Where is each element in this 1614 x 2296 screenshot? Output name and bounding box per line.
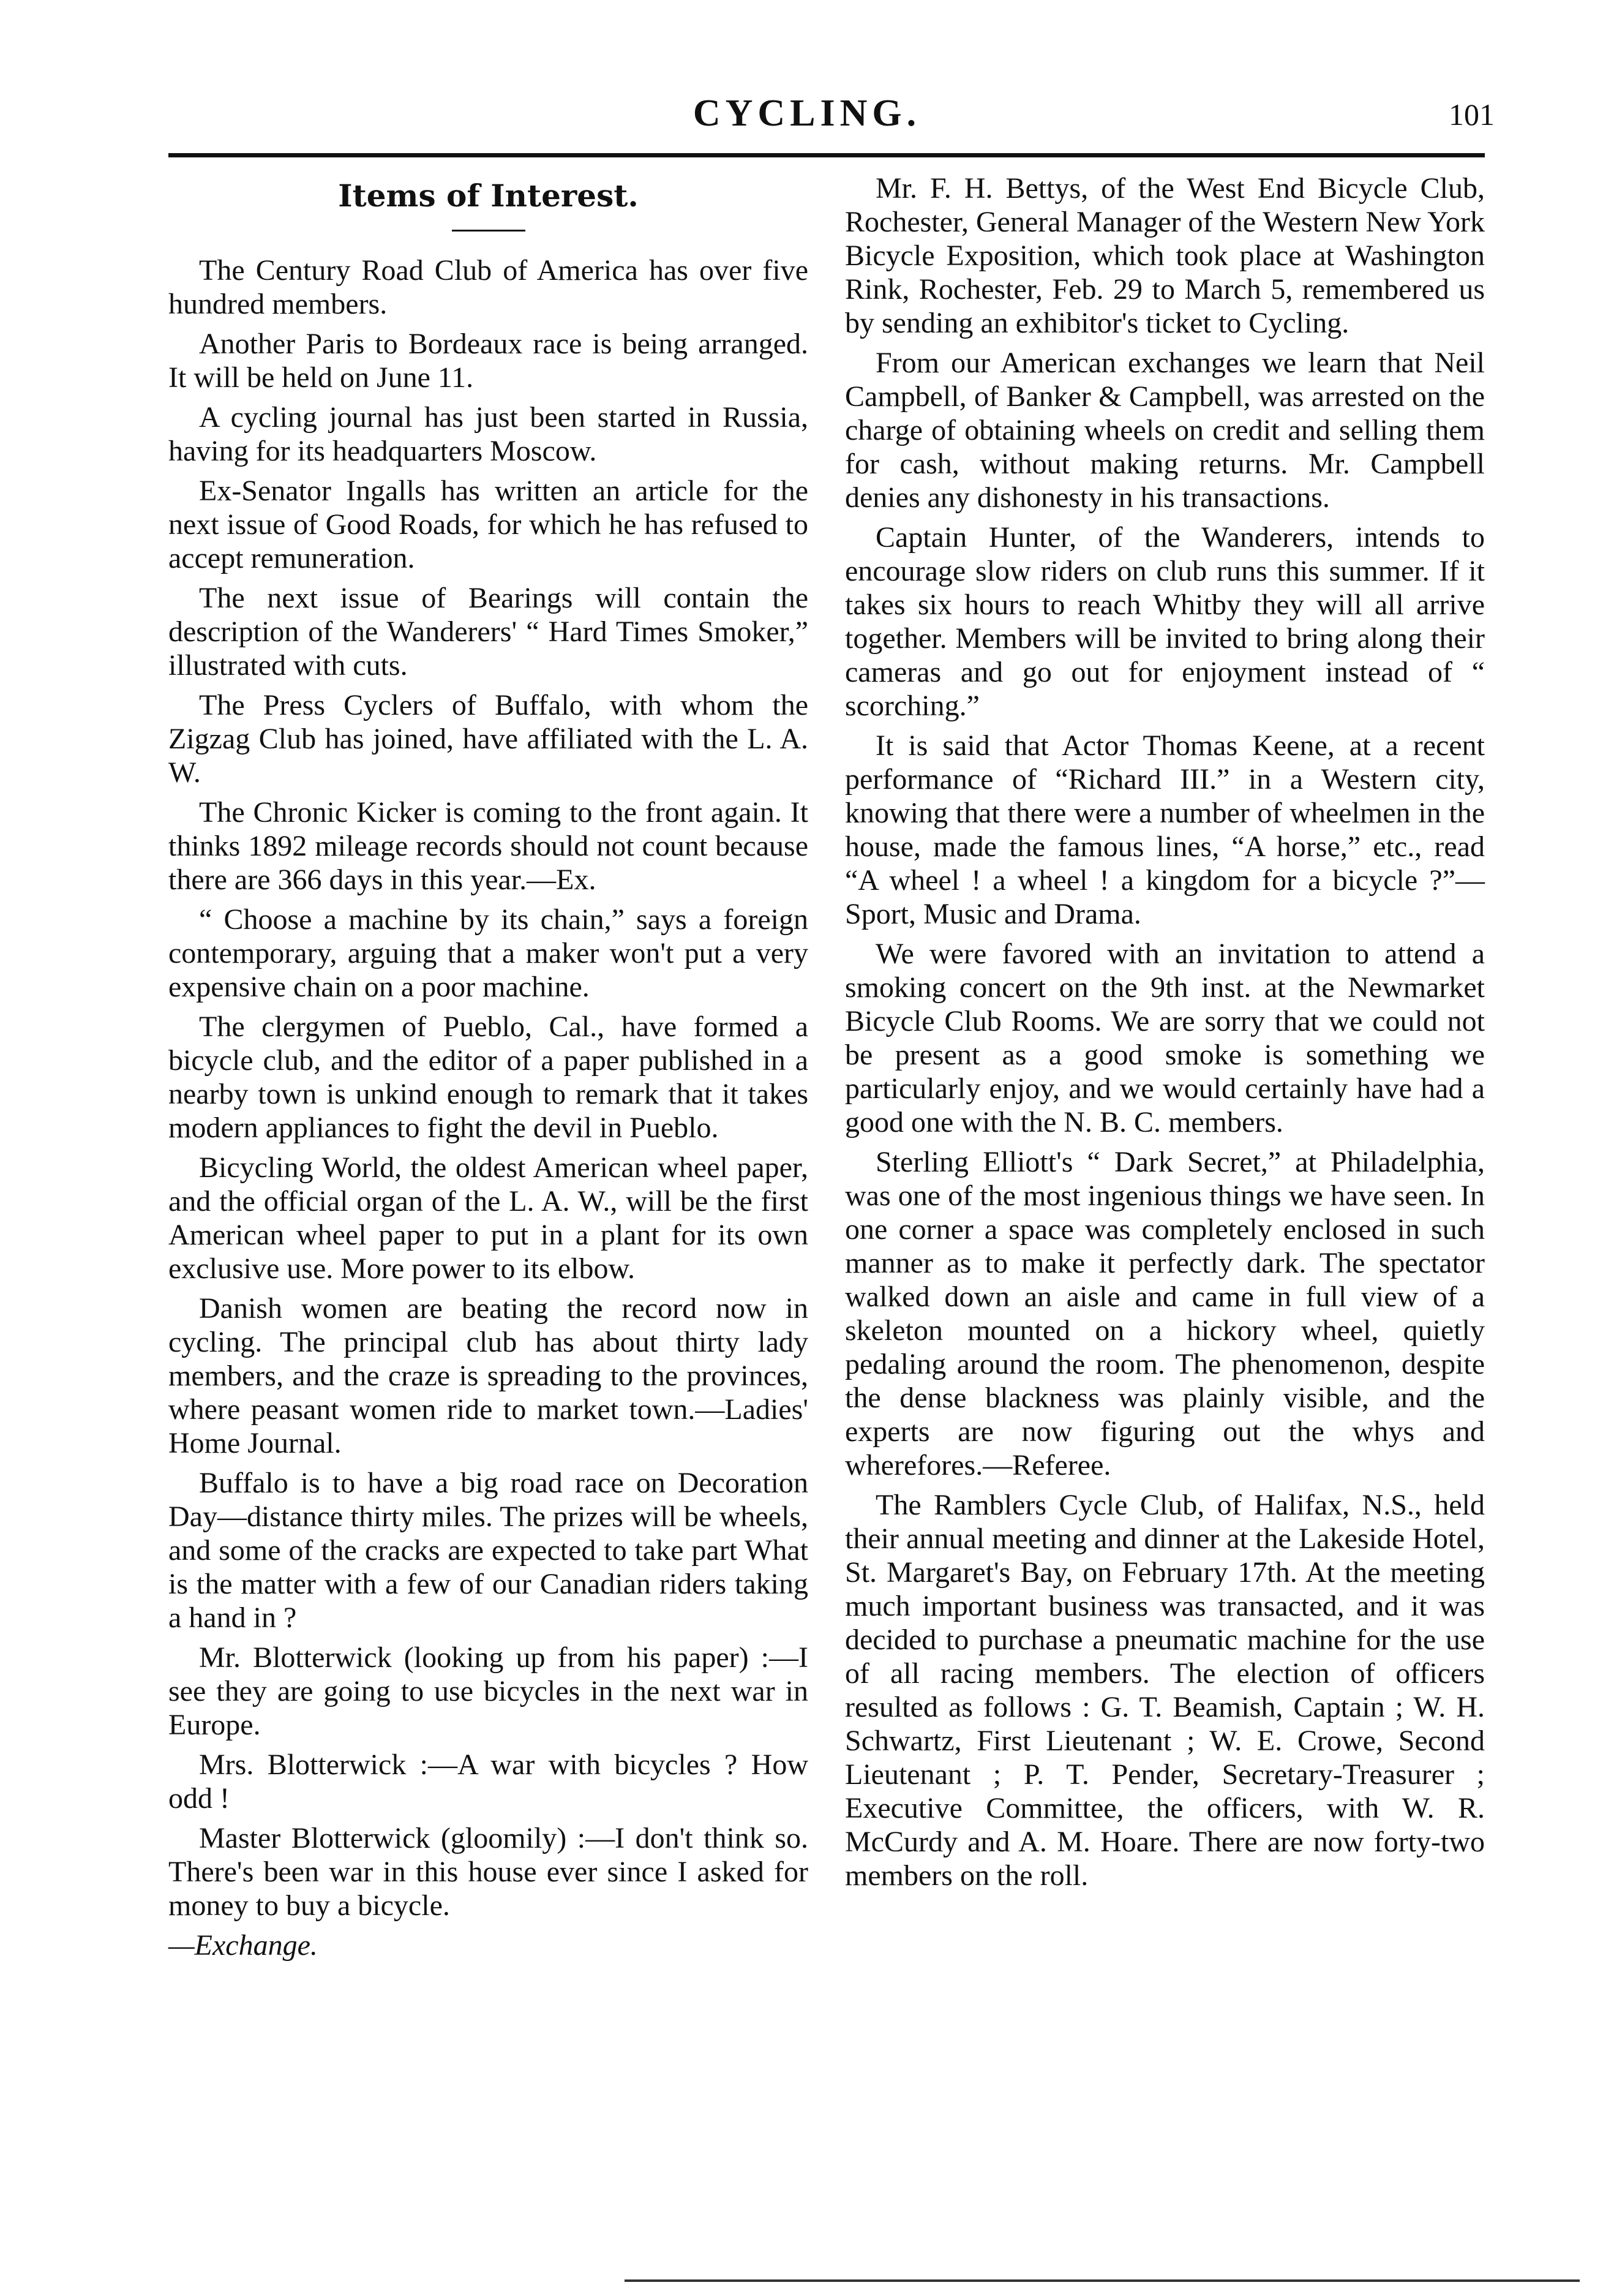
item-paragraph: Danish women are beating the record now in cycling. The principal club has about thirty lady members, and the craze is spreading to the provinces, where peasant women ride to market town.—Ladies' Home Journal. [168, 1292, 808, 1459]
item-paragraph: The clergymen of Pueblo, Cal., have formed a bicycle club, and the editor of a paper published in a nearby town is unkind enough to remark that it takes modern appliances to fight the devil in Pueblo. [168, 1011, 808, 1144]
item-paragraph: The Century Road Club of America has over five hundred members. [168, 254, 808, 320]
item-paragraph: The next issue of Bearings will contain the description of the Wanderers' “ Hard Times Smoker,” illustrated with cuts. [168, 582, 808, 682]
running-title: CYCLING. [693, 92, 921, 134]
item-paragraph: Sterling Elliott's “ Dark Secret,” at Philadelphia, was one of the most ingenious things we have seen. In one corner a space was completely enclosed in such manner as to make it perfectly dark. The spectator walked down an aisle and came in full view of a skeleton mounted on a hickory wheel, quietly pedaling around the room. The phenomenon, despite the dense blackness was plainly visible, and the experts are now figuring out the whys and wherefores.—Referee. [845, 1146, 1485, 1481]
item-paragraph: It is said that Actor Thomas Keene, at a recent performance of “Richard III.” in a Western city, knowing that there were a number of wheelmen in the house, made the famous lines, “A horse,” etc., read “A wheel ! a wheel ! a kingdom for a bicycle ?”—Sport, Music and Drama. [845, 729, 1485, 930]
left-column [168, 171, 808, 1968]
item-paragraph: Buffalo is to have a big road race on Decoration Day—distance thirty miles. The prizes will be wheels, and some of the cracks are expected to take part What is the matter with a few of our Canadian riders taking a hand in ? [168, 1467, 808, 1634]
page-number: 101 [1449, 97, 1495, 132]
item-paragraph: The Ramblers Cycle Club, of Halifax, N.S., held their annual meeting and dinner at the Lakeside Hotel, St. Margaret's Bay, on February 17th. At the meeting much important business was transacted, and it was decided to purchase a pneumatic machine for the use of all racing members. The election of officers resulted as follows : G. T. Beamish, Captain ; W. H. Schwartz, First Lieutenant ; W. E. Crowe, Second Lieutenant ; P. T. Pender, Secretary-Treasurer ; Executive Committee, the officers, with W. R. McCurdy and A. M. Hoare. There are now forty-two members on the roll. [845, 1489, 1485, 1892]
item-paragraph: “ Choose a machine by its chain,” says a foreign contemporary, arguing that a maker won't put a very expensive chain on a poor machine. [168, 903, 808, 1003]
item-paragraph: Ex-Senator Ingalls has written an article for the next issue of Good Roads, for which he has refused to accept remuneration. [168, 475, 808, 574]
item-paragraph: Mrs. Blotterwick :—A war with bicycles ? How odd ! [168, 1748, 808, 1815]
section-heading: Items of Interest. [338, 178, 639, 214]
item-paragraph: Master Blotterwick (gloomily) :—I don't think so. There's been war in this house ever since I asked for money to buy a bicycle. [168, 1822, 808, 1922]
item-paragraph: We were favored with an invitation to attend a smoking concert on the 9th inst. at the Newmarket Bicycle Club Rooms. We are sorry that we could not be present as a good smoke is something we particularly enjoy, and we would certainly have had a good one with the N. B. C. members. [845, 938, 1485, 1139]
footer-rule [625, 2279, 1580, 2282]
item-paragraph: From our American exchanges we learn that Neil Campbell, of Banker & Campbell, was arrested on the charge of obtaining wheels on credit and selling them for cash, without making returns. Mr. Campbell denies any dishonesty in his transactions. [845, 347, 1485, 514]
item-paragraph: Another Paris to Bordeaux race is being arranged. It will be held on June 11. [168, 328, 808, 394]
item-paragraph: A cycling journal has just been started in Russia, having for its headquarters Moscow. [168, 401, 808, 467]
header-rule [168, 153, 1485, 157]
item-paragraph: Mr. F. H. Bettys, of the West End Bicycle Club, Rochester, General Manager of the Western New York Bicycle Exposition, which took place at Washington Rink, Rochester, Feb. 29 to March 5, remembered us by sending an exhibitor's ticket to Cycling. [845, 172, 1485, 339]
right-column [845, 171, 1485, 1899]
item-paragraph: The Chronic Kicker is coming to the front again. It thinks 1892 mileage records should not count because there are 366 days in this year.—Ex. [168, 796, 808, 896]
item-paragraph: Captain Hunter, of the Wanderers, intends to encourage slow riders on club runs this summer. If it takes six hours to reach Whitby they will all arrive together. Members will be invited to bring along their cameras and go out for enjoyment instead of “ scorching.” [845, 521, 1485, 722]
item-paragraph: The Press Cyclers of Buffalo, with whom the Zigzag Club has joined, have affiliated with the L. A. W. [168, 689, 808, 789]
page-header [0, 92, 1614, 153]
heading-divider [452, 230, 525, 231]
source-credit: —Exchange. [168, 1929, 318, 1962]
item-paragraph: Mr. Blotterwick (looking up from his paper) :—I see they are going to use bicycles in the next war in Europe. [168, 1641, 808, 1741]
item-paragraph: Bicycling World, the oldest American wheel paper, and the official organ of the L. A. W., will be the first American wheel paper to put in a plant for its own exclusive use. More power to its elbow. [168, 1151, 808, 1285]
